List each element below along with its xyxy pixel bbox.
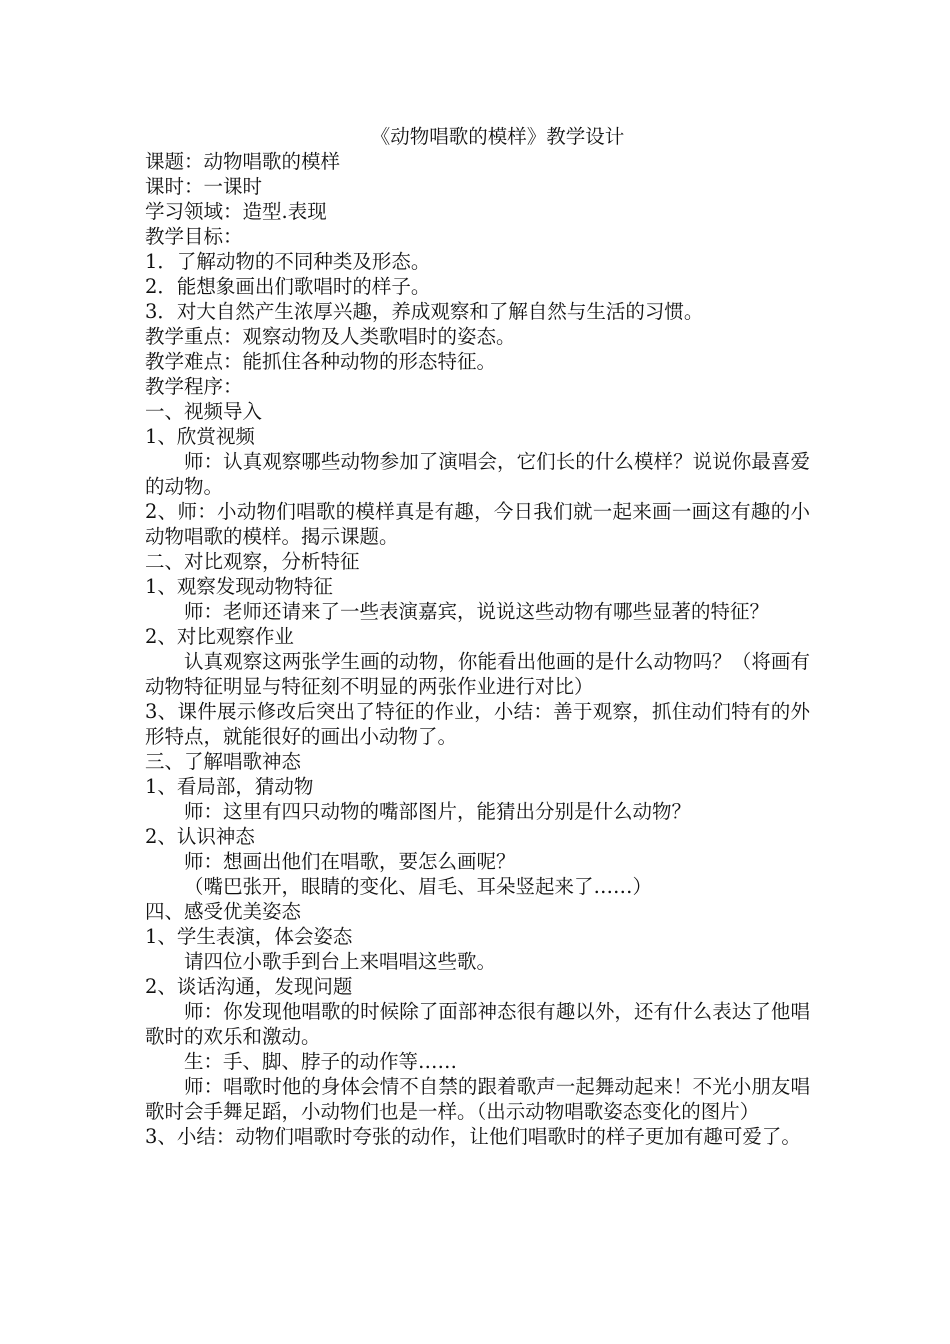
paragraph: 师：这里有四只动物的嘴部图片，能猜出分别是什么动物？ xyxy=(184,800,692,823)
section-heading: 三、了解唱歌神态 xyxy=(145,750,302,773)
paragraph: 师：想画出他们在唱歌，要怎么画呢？ xyxy=(184,850,516,873)
paragraph: 3、小结：动物们唱歌时夸张的动作，让他们唱歌时的样子更加有趣可爱了。 xyxy=(145,1125,801,1148)
paragraph: 请四位小歌手到台上来唱唱这些歌。 xyxy=(184,950,497,973)
objectives-heading: 教学目标： xyxy=(145,225,243,248)
subsection-heading: 1、观察发现动物特征 xyxy=(145,575,333,598)
subsection-heading: 2、对比观察作业 xyxy=(145,625,294,648)
paragraph: （嘴巴张开，眼睛的变化、眉毛、耳朵竖起来了……） xyxy=(184,875,653,898)
paragraph: 生：手、脚、脖子的动作等…… xyxy=(184,1050,458,1073)
objective-item: 2．能想象画出们歌唱时的样子。 xyxy=(145,275,431,298)
subsection-heading: 1、欣赏视频 xyxy=(145,425,255,448)
learning-domain: 学习领域：造型.表现 xyxy=(145,200,327,223)
paragraph: 2、师：小动物们唱歌的模样真是有趣，今日我们就一起来画一画这有趣的小动物唱歌的模样。揭示课题。 xyxy=(145,500,810,548)
subsection-heading: 2、认识神态 xyxy=(145,825,255,848)
objective-item: 3．对大自然产生浓厚兴趣，养成观察和了解自然与生活的习惯。 xyxy=(145,300,704,323)
section-heading: 二、对比观察，分析特征 xyxy=(145,550,360,573)
paragraph: 师：你发现他唱歌的时候除了面部神态很有趣以外，还有什么表达了他唱歌时的欢乐和激动。 xyxy=(145,1000,810,1048)
section-heading: 四、感受优美姿态 xyxy=(145,900,302,923)
paragraph: 师：认真观察哪些动物参加了演唱会，它们长的什么模样？说说你最喜爱的动物。 xyxy=(145,450,810,498)
lesson-duration: 课时：一课时 xyxy=(145,175,263,198)
section-heading: 一、视频导入 xyxy=(145,400,263,423)
paragraph: 3、课件展示修改后突出了特征的作业，小结：善于观察，抓住动们特有的外形特点，就能很好的画出小动物了。 xyxy=(145,700,810,748)
subsection-heading: 1、看局部，猜动物 xyxy=(145,775,314,798)
procedure-heading: 教学程序： xyxy=(145,375,243,398)
document-body xyxy=(145,124,810,1149)
paragraph: 师：唱歌时他的身体会情不自禁的跟着歌声一起舞动起来！不光小朋友唱歌时会手舞足蹈，小动物们也是一样。（出示动物唱歌姿态变化的图片） xyxy=(145,1075,810,1123)
paragraph: 认真观察这两张学生画的动物，你能看出他画的是什么动物吗？（将画有动物特征明显与特征刻不明显的两张作业进行对比） xyxy=(145,650,810,698)
difficult-point: 教学难点：能抓住各种动物的形态特征。 xyxy=(145,350,497,373)
objective-item: 1．了解动物的不同种类及形态。 xyxy=(145,250,431,273)
lesson-topic: 课题：动物唱歌的模样 xyxy=(145,150,341,173)
key-point: 教学重点：观察动物及人类歌唱时的姿态。 xyxy=(145,325,516,348)
document-title: 《动物唱歌的模样》教学设计 xyxy=(370,125,625,148)
subsection-heading: 2、谈话沟通，发现问题 xyxy=(145,975,353,998)
subsection-heading: 1、学生表演，体会姿态 xyxy=(145,925,353,948)
paragraph: 师：老师还请来了一些表演嘉宾，说说这些动物有哪些显著的特征？ xyxy=(184,600,770,623)
